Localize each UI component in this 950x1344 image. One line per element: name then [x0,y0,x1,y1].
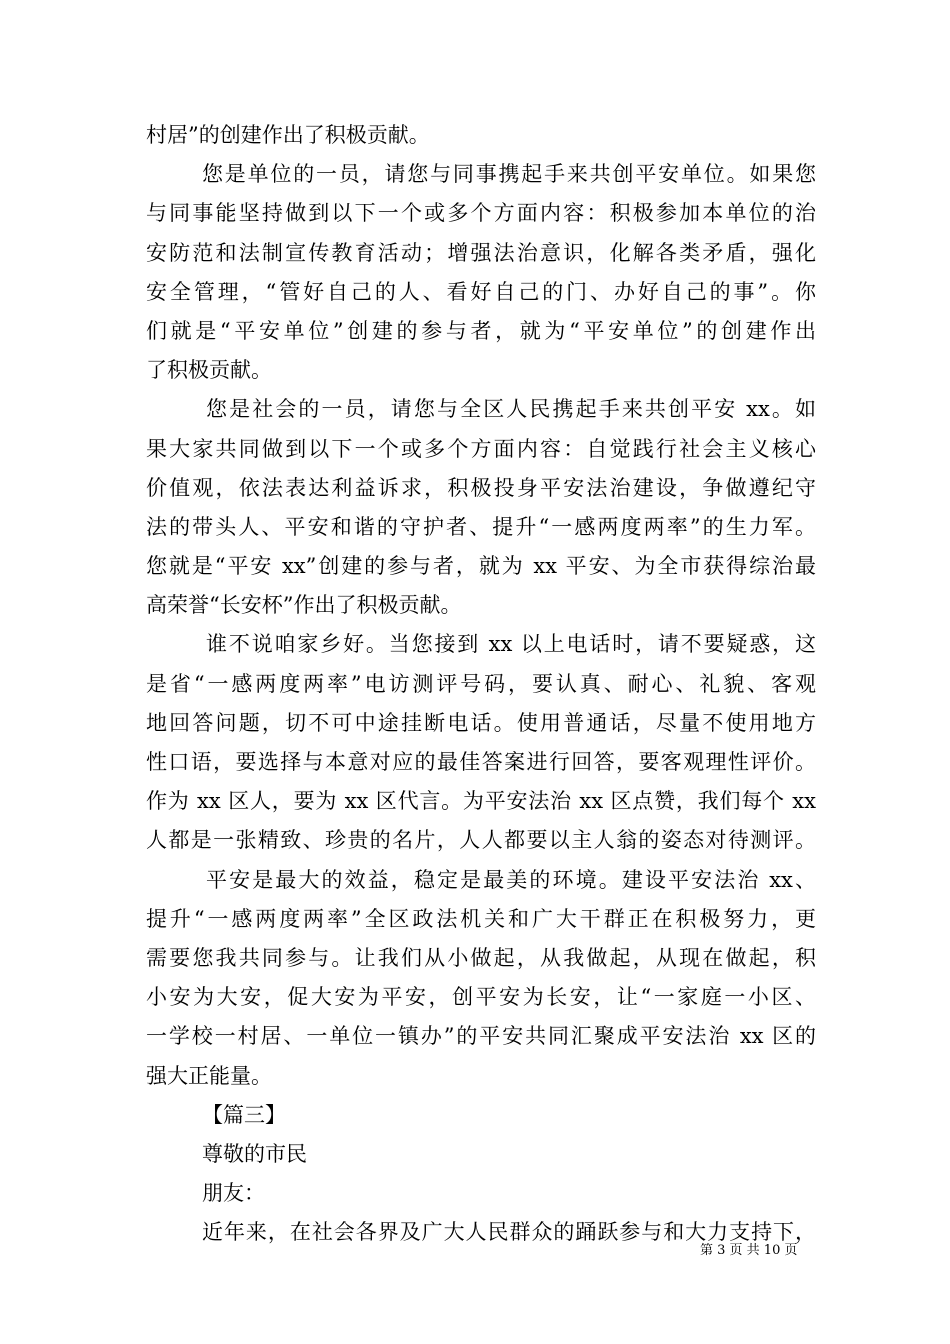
salutation-line: 朋友： [202,1181,265,1206]
text-line: 强大正能量。 [146,1063,272,1088]
salutation-continued [146,1174,816,1213]
text-line: 谁不说咱家乡好。当您接到 xx 以上电话时，请不要疑惑，这 [206,632,816,657]
paragraph-unit [146,155,816,390]
text-line: 需要您我共同参与。让我们从小做起，从我做起，从现在做起，积 [146,945,816,970]
text-line: 法的带头人、平安和谐的守护者、提升“一感两度两率”的生力军。 [146,514,816,539]
text-line: 安防范和法制宣传教育活动；增强法治意识，化解各类矛盾，强化 [146,240,816,265]
text-line: 一学校一村居、一单位一镇办”的平安共同汇聚成平安法治 xx 区的 [146,1024,816,1049]
text-line: 们就是“平安单位”创建的参与者，就为“平安单位”的创建作出 [146,318,816,343]
text-line: 作为 xx 区人，要为 xx 区代言。为平安法治 xx 区点赞，我们每个 xx [146,789,816,814]
text-line: 您就是“平安 xx”创建的参与者，就为 xx 平安、为全市获得综治最 [146,554,816,579]
text-line: 安全管理，“管好自己的人、看好自己的门、办好自己的事”。你 [146,279,816,304]
text-line: 性口语，要选择与本意对应的最佳答案进行回答，要客观理性评价。 [146,750,816,774]
page-number: 第 3 页 共 10 页 [700,1243,798,1258]
text-line: 平安是最大的效益，稳定是最美的环境。建设平安法治 xx、 [206,867,816,892]
paragraph-society [146,390,816,625]
text-line: 小安为大安，促大安为平安，创平安为长安，让“一家庭一小区、 [146,985,816,1010]
body-text [146,116,816,1252]
section-title: 【篇三】 [202,1102,286,1127]
text-line: 您是社会的一员，请您与全区人民携起手来共创平安 xx。如 [206,397,816,422]
text-line: 近年来，在社会各界及广大人民群众的踊跃参与和大力支持下， [202,1220,816,1245]
text-line: 高荣誉“长安杯”作出了积极贡献。 [146,593,462,618]
salutation-line: 尊敬的市民 [202,1141,307,1166]
text-line: 果大家共同做到以下一个或多个方面内容：自觉践行社会主义核心 [146,436,816,461]
text-line: 人都是一张精致、珍贵的名片，人人都要以主人翁的姿态对待测评。 [146,828,816,853]
text-line: 价值观，依法表达利益诉求，积极投身平安法治建设，争做遵纪守 [146,475,816,500]
text-line: 了积极贡献。 [146,358,272,383]
text-line: 提升“一感两度两率”全区政法机关和广大干群正在积极努力，更 [146,906,816,931]
paragraph-hometown [146,625,816,860]
salutation [146,1135,816,1174]
text-line: 与同事能坚持做到以下一个或多个方面内容：积极参加本单位的治 [146,201,816,226]
text-line: 村居”的创建作出了积极贡献。 [146,123,430,147]
text-line: 是省“一感两度两率”电访测评号码，要认真、耐心、礼貌、客观 [146,671,816,696]
paragraph-safety [146,861,816,1096]
paragraph-continuation [146,116,816,155]
text-line: 您是单位的一员，请您与同事携起手来共创平安单位。如果您 [202,162,816,187]
text-line: 地回答问题，切不可中途挂断电话。使用普通话，尽量不使用地方 [146,710,816,735]
section-heading [146,1096,816,1135]
